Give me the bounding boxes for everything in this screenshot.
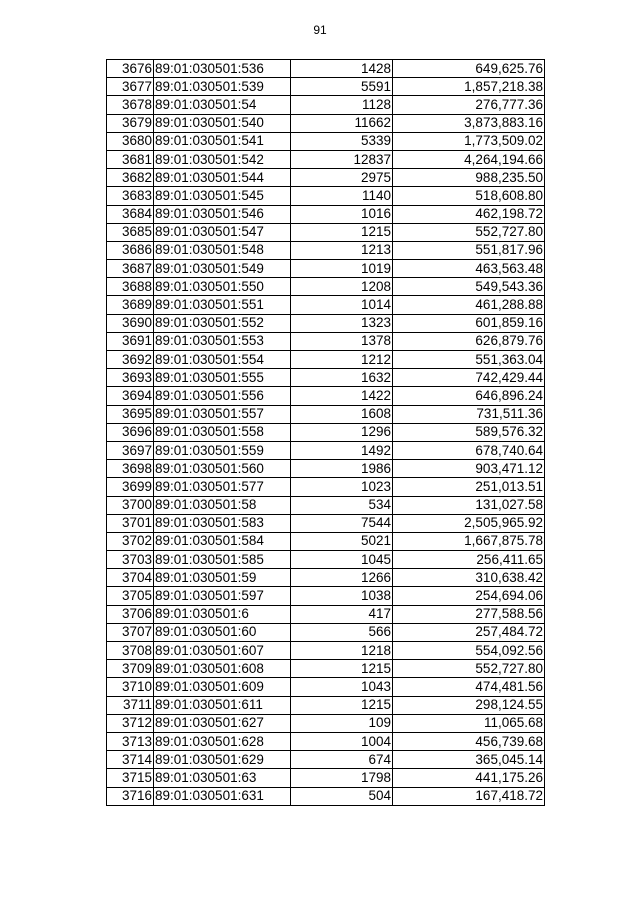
cadastral-number-cell: 89:01:030501:6 — [154, 605, 291, 623]
value-cell: 463,563.48 — [393, 260, 545, 278]
cadastral-number-cell: 89:01:030501:583 — [154, 514, 291, 532]
row-number-cell: 3685 — [107, 223, 154, 241]
value-cell: 254,694.06 — [393, 587, 545, 605]
area-cell: 1043 — [291, 678, 393, 696]
row-number-cell: 3702 — [107, 532, 154, 550]
value-cell: 552,727.80 — [393, 660, 545, 678]
table-row — [107, 678, 545, 696]
row-number-cell: 3715 — [107, 769, 154, 787]
value-cell: 276,777.36 — [393, 96, 545, 114]
cadastral-number-cell: 89:01:030501:627 — [154, 714, 291, 732]
row-number-cell: 3700 — [107, 496, 154, 514]
row-number-cell: 3688 — [107, 278, 154, 296]
row-number-cell: 3677 — [107, 78, 154, 96]
row-number-cell: 3699 — [107, 478, 154, 496]
table-row — [107, 169, 545, 187]
table-row — [107, 114, 545, 132]
row-number-cell: 3676 — [107, 60, 154, 78]
table-row — [107, 132, 545, 150]
row-number-cell: 3706 — [107, 605, 154, 623]
row-number-cell: 3686 — [107, 241, 154, 259]
value-cell: 310,638.42 — [393, 569, 545, 587]
table-row — [107, 460, 545, 478]
value-cell: 742,429.44 — [393, 369, 545, 387]
area-cell: 1218 — [291, 642, 393, 660]
cadastral-number-cell: 89:01:030501:540 — [154, 114, 291, 132]
table-row — [107, 351, 545, 369]
row-number-cell: 3692 — [107, 351, 154, 369]
area-cell: 1128 — [291, 96, 393, 114]
value-cell: 131,027.58 — [393, 496, 545, 514]
area-cell: 417 — [291, 605, 393, 623]
value-cell: 1,773,509.02 — [393, 132, 545, 150]
area-cell: 1986 — [291, 460, 393, 478]
row-number-cell: 3695 — [107, 405, 154, 423]
cadastral-number-cell: 89:01:030501:539 — [154, 78, 291, 96]
cadastral-number-cell: 89:01:030501:549 — [154, 260, 291, 278]
value-cell: 731,511.36 — [393, 405, 545, 423]
row-number-cell: 3693 — [107, 369, 154, 387]
area-cell: 504 — [291, 787, 393, 805]
area-cell: 534 — [291, 496, 393, 514]
cadastral-number-cell: 89:01:030501:554 — [154, 351, 291, 369]
cadastral-number-cell: 89:01:030501:559 — [154, 441, 291, 459]
table-row — [107, 423, 545, 441]
table-row — [107, 332, 545, 350]
table-row — [107, 223, 545, 241]
area-cell: 1428 — [291, 60, 393, 78]
row-number-cell: 3698 — [107, 460, 154, 478]
cadastral-number-cell: 89:01:030501:541 — [154, 132, 291, 150]
area-cell: 1038 — [291, 587, 393, 605]
area-cell: 1215 — [291, 660, 393, 678]
area-cell: 1266 — [291, 569, 393, 587]
value-cell: 251,013.51 — [393, 478, 545, 496]
value-cell: 1,667,875.78 — [393, 532, 545, 550]
cadastral-number-cell: 89:01:030501:552 — [154, 314, 291, 332]
value-cell: 11,065.68 — [393, 714, 545, 732]
area-cell: 1296 — [291, 423, 393, 441]
area-cell: 11662 — [291, 114, 393, 132]
table-row — [107, 314, 545, 332]
value-cell: 441,175.26 — [393, 769, 545, 787]
row-number-cell: 3708 — [107, 642, 154, 660]
cadastral-number-cell: 89:01:030501:546 — [154, 205, 291, 223]
cadastral-number-cell: 89:01:030501:547 — [154, 223, 291, 241]
row-number-cell: 3696 — [107, 423, 154, 441]
cadastral-number-cell: 89:01:030501:60 — [154, 623, 291, 641]
page-number: 91 — [313, 23, 327, 37]
table-row — [107, 150, 545, 168]
cadastral-number-cell: 89:01:030501:631 — [154, 787, 291, 805]
area-cell: 1016 — [291, 205, 393, 223]
row-number-cell: 3703 — [107, 551, 154, 569]
area-cell: 12837 — [291, 150, 393, 168]
area-cell: 7544 — [291, 514, 393, 532]
area-cell: 1215 — [291, 696, 393, 714]
table-row — [107, 387, 545, 405]
value-cell: 461,288.88 — [393, 296, 545, 314]
value-cell: 551,363.04 — [393, 351, 545, 369]
row-number-cell: 3707 — [107, 623, 154, 641]
table-row — [107, 660, 545, 678]
cadastral-number-cell: 89:01:030501:555 — [154, 369, 291, 387]
cadastral-number-cell: 89:01:030501:63 — [154, 769, 291, 787]
row-number-cell: 3714 — [107, 751, 154, 769]
table-row — [107, 514, 545, 532]
row-number-cell: 3716 — [107, 787, 154, 805]
area-cell: 1422 — [291, 387, 393, 405]
table-row — [107, 441, 545, 459]
table-row — [107, 260, 545, 278]
row-number-cell: 3687 — [107, 260, 154, 278]
cadastral-number-cell: 89:01:030501:609 — [154, 678, 291, 696]
cadastral-number-cell: 89:01:030501:545 — [154, 187, 291, 205]
table-row — [107, 732, 545, 750]
area-cell: 1213 — [291, 241, 393, 259]
area-cell: 1632 — [291, 369, 393, 387]
row-number-cell: 3682 — [107, 169, 154, 187]
table-row — [107, 605, 545, 623]
cadastral-number-cell: 89:01:030501:558 — [154, 423, 291, 441]
cadastral-number-cell: 89:01:030501:585 — [154, 551, 291, 569]
row-number-cell: 3689 — [107, 296, 154, 314]
table-row — [107, 241, 545, 259]
row-number-cell: 3712 — [107, 714, 154, 732]
cadastral-number-cell: 89:01:030501:536 — [154, 60, 291, 78]
table-row — [107, 496, 545, 514]
value-cell: 1,857,218.38 — [393, 78, 545, 96]
area-cell: 1208 — [291, 278, 393, 296]
value-cell: 456,739.68 — [393, 732, 545, 750]
table-row — [107, 278, 545, 296]
area-cell: 674 — [291, 751, 393, 769]
cadastral-number-cell: 89:01:030501:556 — [154, 387, 291, 405]
area-cell: 1378 — [291, 332, 393, 350]
cadastral-number-cell: 89:01:030501:608 — [154, 660, 291, 678]
value-cell: 678,740.64 — [393, 441, 545, 459]
area-cell: 2975 — [291, 169, 393, 187]
area-cell: 1019 — [291, 260, 393, 278]
cadastral-number-cell: 89:01:030501:59 — [154, 569, 291, 587]
value-cell: 589,576.32 — [393, 423, 545, 441]
row-number-cell: 3709 — [107, 660, 154, 678]
area-cell: 1004 — [291, 732, 393, 750]
value-cell: 3,873,883.16 — [393, 114, 545, 132]
cadastral-value-table — [106, 59, 545, 806]
row-number-cell: 3679 — [107, 114, 154, 132]
cadastral-number-cell: 89:01:030501:629 — [154, 751, 291, 769]
row-number-cell: 3690 — [107, 314, 154, 332]
area-cell: 1798 — [291, 769, 393, 787]
cadastral-number-cell: 89:01:030501:551 — [154, 296, 291, 314]
area-cell: 1215 — [291, 223, 393, 241]
cadastral-number-cell: 89:01:030501:577 — [154, 478, 291, 496]
table-row — [107, 369, 545, 387]
table-row — [107, 96, 545, 114]
table-row — [107, 587, 545, 605]
row-number-cell: 3704 — [107, 569, 154, 587]
table-row — [107, 405, 545, 423]
value-cell: 462,198.72 — [393, 205, 545, 223]
row-number-cell: 3697 — [107, 441, 154, 459]
area-cell: 1492 — [291, 441, 393, 459]
row-number-cell: 3678 — [107, 96, 154, 114]
area-cell: 1608 — [291, 405, 393, 423]
value-cell: 646,896.24 — [393, 387, 545, 405]
value-cell: 167,418.72 — [393, 787, 545, 805]
value-cell: 988,235.50 — [393, 169, 545, 187]
cadastral-number-cell: 89:01:030501:611 — [154, 696, 291, 714]
table-row — [107, 205, 545, 223]
table-row — [107, 623, 545, 641]
value-cell: 257,484.72 — [393, 623, 545, 641]
value-cell: 554,092.56 — [393, 642, 545, 660]
cadastral-number-cell: 89:01:030501:548 — [154, 241, 291, 259]
cadastral-number-cell: 89:01:030501:58 — [154, 496, 291, 514]
area-cell: 5591 — [291, 78, 393, 96]
area-cell: 566 — [291, 623, 393, 641]
cadastral-number-cell: 89:01:030501:54 — [154, 96, 291, 114]
table-row — [107, 642, 545, 660]
table-row — [107, 478, 545, 496]
row-number-cell: 3710 — [107, 678, 154, 696]
table-row — [107, 551, 545, 569]
value-cell: 256,411.65 — [393, 551, 545, 569]
area-cell: 1140 — [291, 187, 393, 205]
cadastral-number-cell: 89:01:030501:553 — [154, 332, 291, 350]
row-number-cell: 3694 — [107, 387, 154, 405]
value-cell: 626,879.76 — [393, 332, 545, 350]
area-cell: 1323 — [291, 314, 393, 332]
table-row — [107, 60, 545, 78]
row-number-cell: 3705 — [107, 587, 154, 605]
cadastral-number-cell: 89:01:030501:557 — [154, 405, 291, 423]
value-cell: 4,264,194.66 — [393, 150, 545, 168]
area-cell: 1023 — [291, 478, 393, 496]
table-row — [107, 78, 545, 96]
area-cell: 5021 — [291, 532, 393, 550]
cadastral-number-cell: 89:01:030501:542 — [154, 150, 291, 168]
cadastral-number-cell: 89:01:030501:550 — [154, 278, 291, 296]
value-cell: 518,608.80 — [393, 187, 545, 205]
area-cell: 1045 — [291, 551, 393, 569]
value-cell: 551,817.96 — [393, 241, 545, 259]
table-body — [107, 60, 545, 806]
row-number-cell: 3691 — [107, 332, 154, 350]
area-cell: 1014 — [291, 296, 393, 314]
cadastral-number-cell: 89:01:030501:628 — [154, 732, 291, 750]
row-number-cell: 3711 — [107, 696, 154, 714]
cadastral-number-cell: 89:01:030501:560 — [154, 460, 291, 478]
row-number-cell: 3683 — [107, 187, 154, 205]
area-cell: 5339 — [291, 132, 393, 150]
value-cell: 903,471.12 — [393, 460, 545, 478]
value-cell: 2,505,965.92 — [393, 514, 545, 532]
value-cell: 365,045.14 — [393, 751, 545, 769]
table-row — [107, 769, 545, 787]
table-row — [107, 532, 545, 550]
table-row — [107, 187, 545, 205]
value-cell: 552,727.80 — [393, 223, 545, 241]
cadastral-number-cell: 89:01:030501:544 — [154, 169, 291, 187]
cadastral-number-cell: 89:01:030501:584 — [154, 532, 291, 550]
row-number-cell: 3701 — [107, 514, 154, 532]
area-cell: 109 — [291, 714, 393, 732]
table-row — [107, 751, 545, 769]
row-number-cell: 3680 — [107, 132, 154, 150]
table-row — [107, 569, 545, 587]
value-cell: 277,588.56 — [393, 605, 545, 623]
row-number-cell: 3681 — [107, 150, 154, 168]
value-cell: 474,481.56 — [393, 678, 545, 696]
table-row — [107, 787, 545, 805]
value-cell: 298,124.55 — [393, 696, 545, 714]
area-cell: 1212 — [291, 351, 393, 369]
cadastral-number-cell: 89:01:030501:597 — [154, 587, 291, 605]
value-cell: 649,625.76 — [393, 60, 545, 78]
table-row — [107, 296, 545, 314]
value-cell: 549,543.36 — [393, 278, 545, 296]
row-number-cell: 3684 — [107, 205, 154, 223]
value-cell: 601,859.16 — [393, 314, 545, 332]
table-row — [107, 714, 545, 732]
table-row — [107, 696, 545, 714]
cadastral-number-cell: 89:01:030501:607 — [154, 642, 291, 660]
row-number-cell: 3713 — [107, 732, 154, 750]
